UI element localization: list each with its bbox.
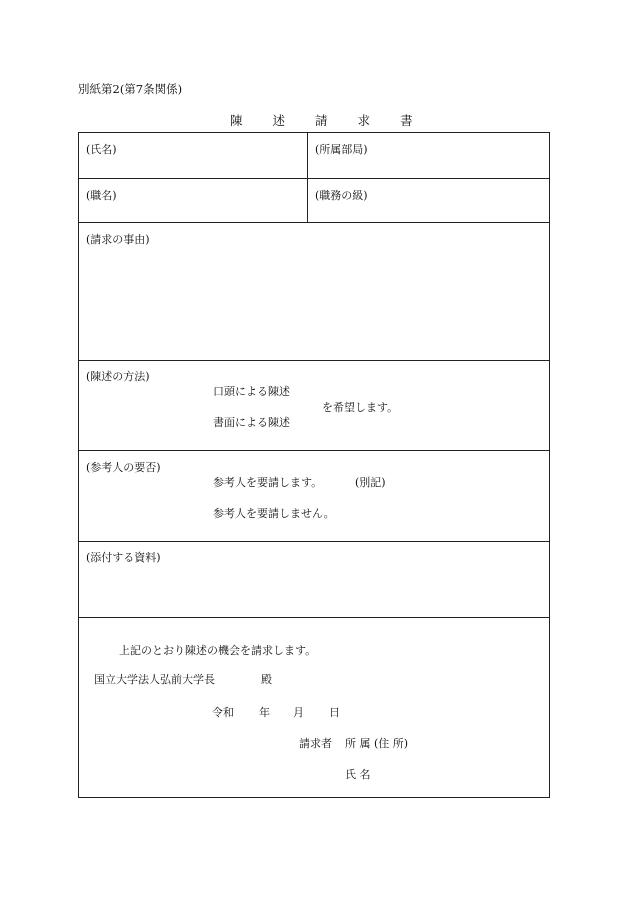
- reference-field-label: (参考人の要否): [86, 461, 161, 474]
- title-char-2: 述: [272, 113, 286, 128]
- requester-name-label: 氏 名: [345, 768, 371, 781]
- divider-reason: [79, 360, 549, 361]
- date-day: 日: [329, 706, 340, 719]
- method-option-oral: 口頭による陳述: [213, 385, 290, 398]
- reference-note: (別記): [355, 476, 386, 489]
- title-char-1: 陳: [230, 113, 243, 128]
- date-era: 令和: [212, 706, 234, 719]
- name-field-label: (氏名): [86, 143, 117, 156]
- divider-row1: [79, 178, 549, 179]
- method-suffix: を希望します。: [322, 401, 399, 414]
- method-option-written: 書面による陳述: [213, 416, 290, 429]
- column-divider: [307, 133, 308, 222]
- closing-statement: 上記のとおり陳述の機会を請求します。: [119, 644, 317, 657]
- divider-method: [79, 450, 549, 451]
- grade-field-label: (職務の級): [315, 189, 368, 202]
- requester-label: 請求者: [299, 737, 332, 750]
- title-char-4: 求: [357, 113, 371, 128]
- method-field-label: (陳述の方法): [86, 370, 150, 383]
- form-reference-label: 別紙第2(第7条関係): [78, 82, 183, 96]
- date-year: 年: [259, 706, 270, 719]
- petition-form: [78, 132, 550, 798]
- reason-field-label: (請求の事由): [86, 233, 150, 246]
- attachments-field-label: (添付する資料): [86, 551, 161, 564]
- divider-row2: [79, 222, 549, 223]
- reference-option-request: 参考人を要請します。: [213, 476, 323, 489]
- date-month: 月: [293, 706, 304, 719]
- divider-reference: [79, 541, 549, 542]
- title-char-3: 請: [315, 113, 328, 128]
- title-char-5: 書: [400, 113, 413, 128]
- reference-option-not-request: 参考人を要請しません。: [213, 507, 335, 520]
- addressee: 国立大学法人弘前大学長: [94, 673, 215, 686]
- department-field-label: (所属部局): [315, 143, 368, 156]
- addressee-honorific: 殿: [261, 673, 272, 686]
- document-title: [230, 111, 413, 129]
- position-field-label: (職名): [86, 189, 117, 202]
- divider-attachments: [79, 617, 549, 618]
- requester-affiliation-label: 所 属 (住 所): [345, 737, 409, 750]
